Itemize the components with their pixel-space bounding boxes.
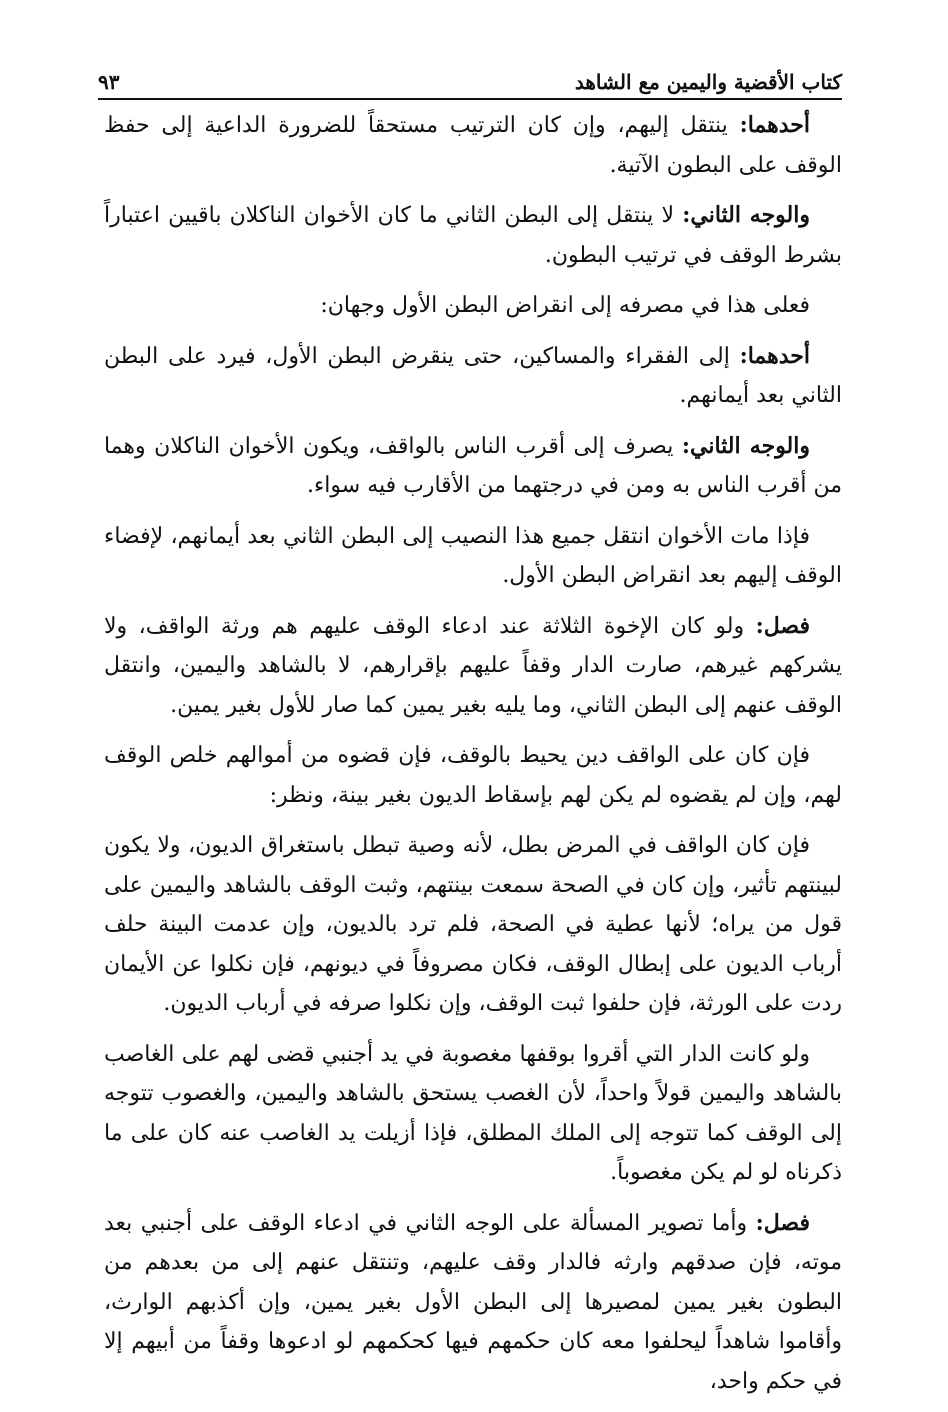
paragraph [104,826,842,1024]
body-text [104,106,842,1412]
running-header [98,62,842,100]
book-title: كتاب الأقضية واليمين مع الشاهد [565,70,842,94]
paragraph-text: يصرف إلى أقرب الناس بالواقف، ويكون الأخوان الناكلان وهما من أقرب الناس به ومن في درجتهما من الأقارب فيه سواء. [104,433,842,498]
paragraph-lead: أحدهما: [739,342,810,369]
paragraph-text: لا ينتقل إلى البطن الثاني ما كان الأخوان الناكلان باقيين اعتباراً بشرط الوقف في ترتيب البطون. [104,203,842,268]
page-number: ٩٣ [98,70,129,94]
paragraph-lead: فصل: [755,612,810,639]
paragraph [104,1204,842,1402]
paragraph-text: إلى الفقراء والمساكين، حتى ينقرض البطن الأول، فيرد على البطن الثاني بعد أيمانهم. [104,343,842,408]
paragraph [104,736,842,815]
paragraph [104,196,842,275]
paragraph [104,427,842,506]
paragraph [104,607,842,726]
paragraph-lead: فصل: [755,1209,810,1236]
paragraph [104,517,842,596]
paragraph [104,337,842,416]
paragraph-lead: والوجه الثاني: [682,202,810,228]
paragraph-text: ولو كان الإخوة الثلاثة عند ادعاء الوقف عليهم هم ورثة الواقف، ولا يشركهم غيرهم، صارت الدار وقفاً عليهم بإقرارهم، لا بالشاهد واليمين، وانتقل الوقف عنهم إلى البطن الثاني، وما يليه بغير يمين كما صار للأول بغير يمين. [104,613,842,718]
paragraph-lead: أحدهما: [739,112,810,138]
paragraph [104,1035,842,1193]
paragraph-lead: والوجه الثاني: [681,432,810,459]
paragraph-text: فعلى هذا في مصرفه إلى انقراض البطن الأول وجهان: [320,293,810,318]
paragraph [104,286,842,326]
paragraph-text: فإن كان على الواقف دين يحيط بالوقف، فإن قضوه من أموالهم خلص الوقف لهم، وإن لم يقضوه لم يكن لهم بإسقاط الديون بغير بينة، ونظر: [104,743,842,808]
paragraph [104,106,842,185]
paragraph-text: فإذا مات الأخوان انتقل جميع هذا النصيب إلى البطن الثاني بعد أيمانهم، لإفضاء الوقف إليهم بعد انقراض البطن الأول. [104,523,842,588]
paragraph-text: فإن كان الواقف في المرض بطل، لأنه وصية تبطل باستغراق الديون، ولا يكون لبينتهم تأثير، وإن كان في الصحة سمعت بينتهم، وثبت الوقف بالشاهد واليمين على قول من يراه؛ لأنها عطية في الصحة، فلم ترد بالديون، وإن عدمت البينة حلف أرباب الديون على إبطال الوقف، فكان مصروفاً في ديونهم، فإن نكلوا عن الأيمان ردت على الورثة، فإن حلفوا ثبت الوقف، وإن نكلوا صرفه في أرباب الديون. [104,833,842,1016]
paragraph-text: وأما تصوير المسألة على الوجه الثاني في ادعاء الوقف على أجنبي بعد موته، فإن صدقهم وارثه فالدار وقف عليهم، وتنتقل عنهم إلى من بعدهم من البطون بغير يمين لمصيرها إلى البطن الأول بغير يمين، وإن أكذبهم الوارث، وأقاموا شاهداً ليحلفوا معه كان حكمهم فيها كحكمهم لو ادعوها وقفاً من أبيهم إلا في حكم واحد، [104,1210,842,1394]
paragraph-text: ينتقل إليهم، وإن كان الترتيب مستحقاً للضرورة الداعية إلى حفظ الوقف على البطون الآتية. [104,113,842,178]
paragraph-text: ولو كانت الدار التي أقروا بوقفها مغصوبة في يد أجنبي قضى لهم على الغاصب بالشاهد واليمين قولاً واحداً، لأن الغصب يستحق بالشاهد واليمين، والغصوب تتوجه إلى الوقف كما تتوجه إلى الملك المطلق، فإذا أزيلت يد الغاصب عنه كان على ما ذكرناه لو لم يكن مغصوباً. [104,1041,842,1185]
